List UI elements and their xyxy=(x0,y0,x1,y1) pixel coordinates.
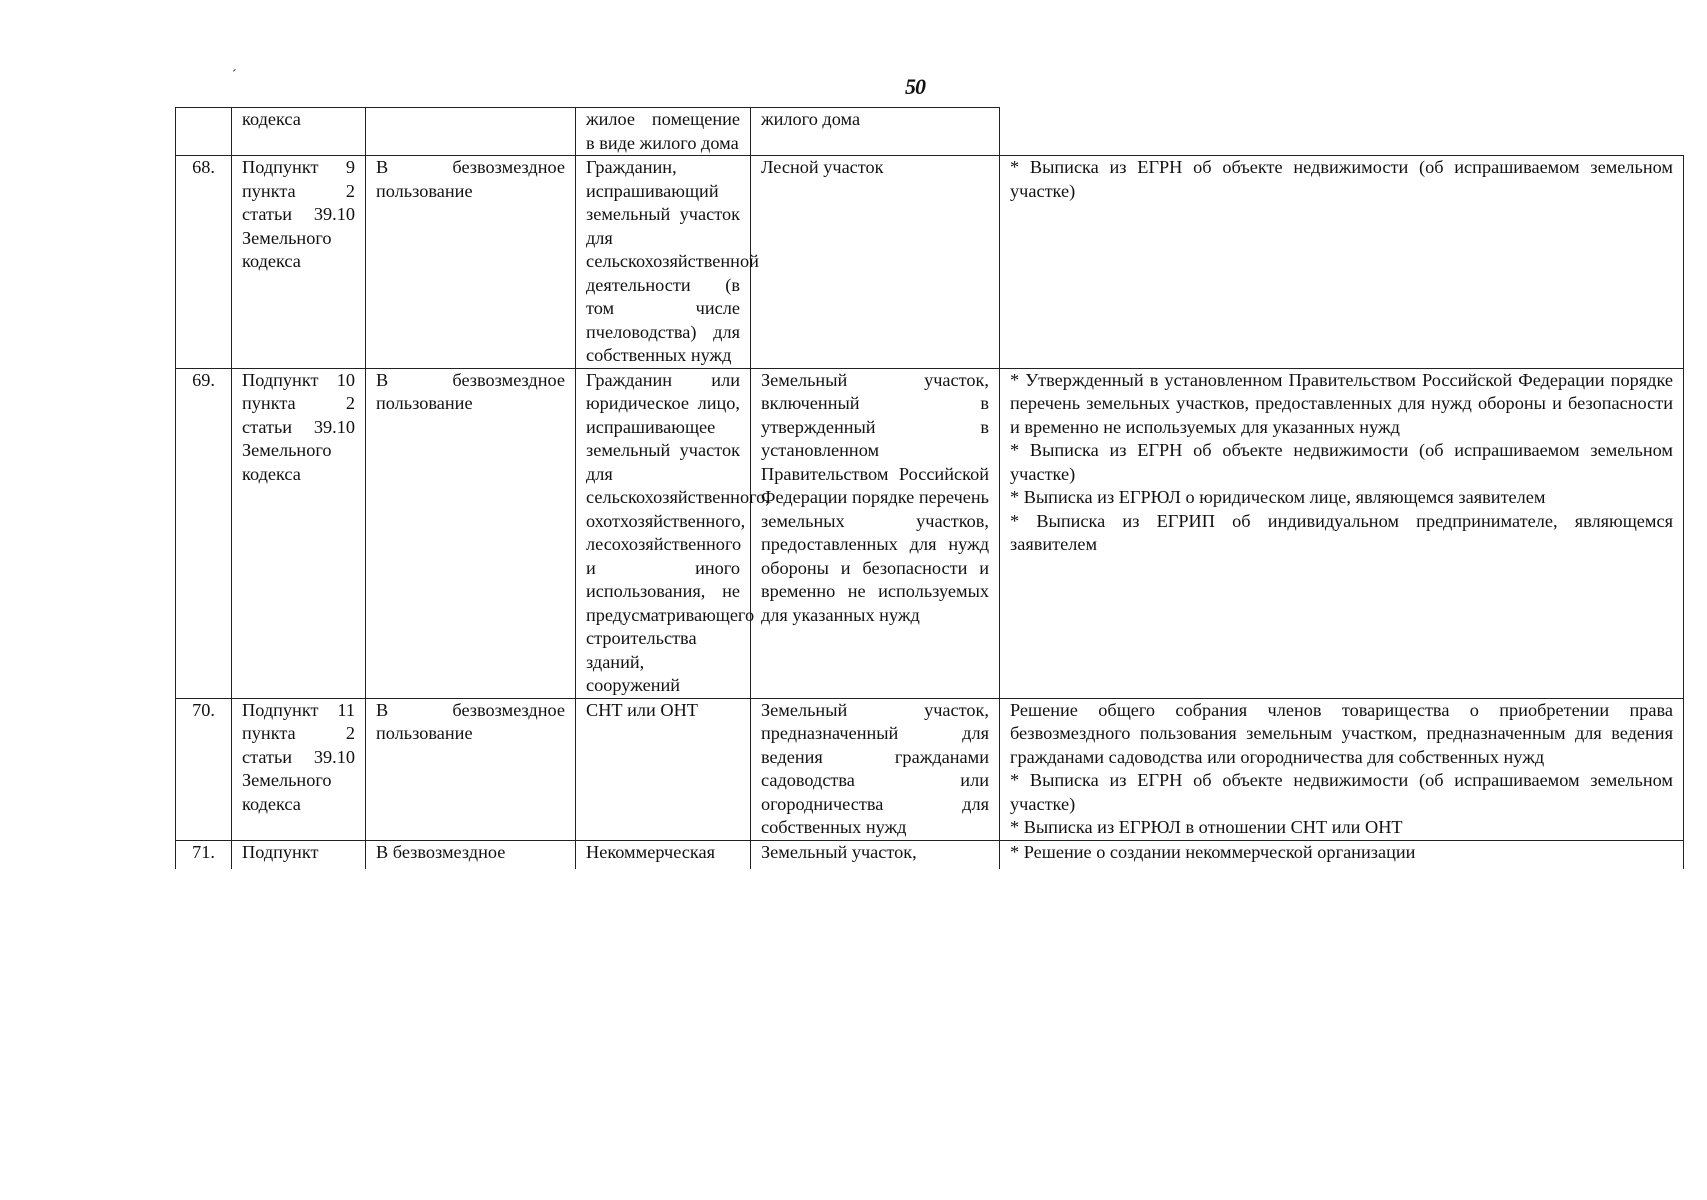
right-type-cell: В безвозмездное пользование xyxy=(366,156,576,369)
documents-cell xyxy=(1000,840,1684,869)
right-type-cell: В безвозмездное пользование xyxy=(366,368,576,698)
right-type-cell: В безвозмездное пользование xyxy=(366,698,576,840)
services-table xyxy=(175,107,1684,869)
document-item: * Выписка из ЕГРН об объекте недвижимости (об испрашиваемом земельном участке) xyxy=(1010,770,1673,814)
stray-mark: ˊ xyxy=(232,68,237,83)
documents-cell xyxy=(1000,108,1684,156)
right-type-cell xyxy=(366,108,576,156)
table-row xyxy=(176,840,1684,869)
land-plot-cell: Земельный участок, предназначенный для ведения гражданами садоводства или огородничества для собственных нужд xyxy=(751,698,1000,840)
documents-cell xyxy=(1000,698,1684,840)
applicant-cell: Гражданин или юридическое лицо, испрашивающее земельный участок для сельскохозяйственного, охотхозяйственного, лесохозяйственного и иного использования, не предусматривающего строительства зданий, сооружений xyxy=(576,368,751,698)
legal-basis-cell: Подпункт xyxy=(232,840,366,869)
row-number-cell: 70. xyxy=(176,698,232,840)
document-item: * Решение о создании некоммерческой организации xyxy=(1010,841,1416,862)
document-item: * Выписка из ЕГРЮЛ о юридическом лице, являющемся заявителем xyxy=(1010,487,1546,507)
land-plot-cell: жилого дома xyxy=(751,108,1000,156)
land-plot-cell: Земельный участок, xyxy=(751,840,1000,869)
table-row xyxy=(176,368,1684,698)
row-number-cell: 71. xyxy=(176,840,232,869)
applicant-cell: Некоммерческая xyxy=(576,840,751,869)
document-item: * Утвержденный в установленном Правительством Российской Федерации порядке перечень земельных участков, предоставленных для нужд обороны и безопасности и временно не используемых для указанных нужд xyxy=(1010,369,1673,437)
table-row xyxy=(176,156,1684,369)
applicant-cell: жилое помещение в виде жилого дома xyxy=(576,108,751,156)
legal-basis-cell: Подпункт 9 пункта 2 статьи 39.10 Земельного кодекса xyxy=(232,156,366,369)
applicant-cell: Гражданин, испрашивающий земельный участок для сельскохозяйственной деятельности (в том числе пчеловодства) для собственных нужд xyxy=(576,156,751,369)
legal-basis-cell: кодекса xyxy=(232,108,366,156)
page-number: 50 xyxy=(905,74,925,99)
row-number-cell: 69. xyxy=(176,368,232,698)
document-item: * Выписка из ЕГРИП об индивидуальном предпринимателе, являющемся заявителем xyxy=(1010,510,1673,554)
right-type-cell: В безвозмездное xyxy=(366,840,576,869)
row-number-cell xyxy=(176,108,232,156)
applicant-cell: СНТ или ОНТ xyxy=(576,698,751,840)
row-number-cell: 68. xyxy=(176,156,232,369)
document-item: * Выписка из ЕГРН об объекте недвижимости (об испрашиваемом земельном участке) xyxy=(1010,440,1673,484)
legal-basis-cell: Подпункт 11 пункта 2 статьи 39.10 Земельного кодекса xyxy=(232,698,366,840)
documents-cell xyxy=(1000,368,1684,698)
land-plot-cell: Лесной участок xyxy=(751,156,1000,369)
document-item: Решение общего собрания членов товарищества о приобретении права безвозмездного пользования земельным участком, предназначенным для ведения гражданами садоводства или огородничества для собственных нужд xyxy=(1010,699,1673,767)
table-row xyxy=(176,698,1684,840)
legal-basis-cell: Подпункт 10 пункта 2 статьи 39.10 Земельного кодекса xyxy=(232,368,366,698)
documents-cell xyxy=(1000,156,1684,369)
document-item: * Выписка из ЕГРЮЛ в отношении СНТ или ОНТ xyxy=(1010,817,1403,837)
land-plot-cell: Земельный участок, включенный в утвержденный в установленном Правительством Российской Федерации порядке перечень земельных участков, предоставленных для нужд обороны и безопасности и временно не используемых для указанных нужд xyxy=(751,368,1000,698)
table-row xyxy=(176,108,1684,156)
document-item: * Выписка из ЕГРН об объекте недвижимости (об испрашиваемом земельном участке) xyxy=(1010,157,1673,201)
